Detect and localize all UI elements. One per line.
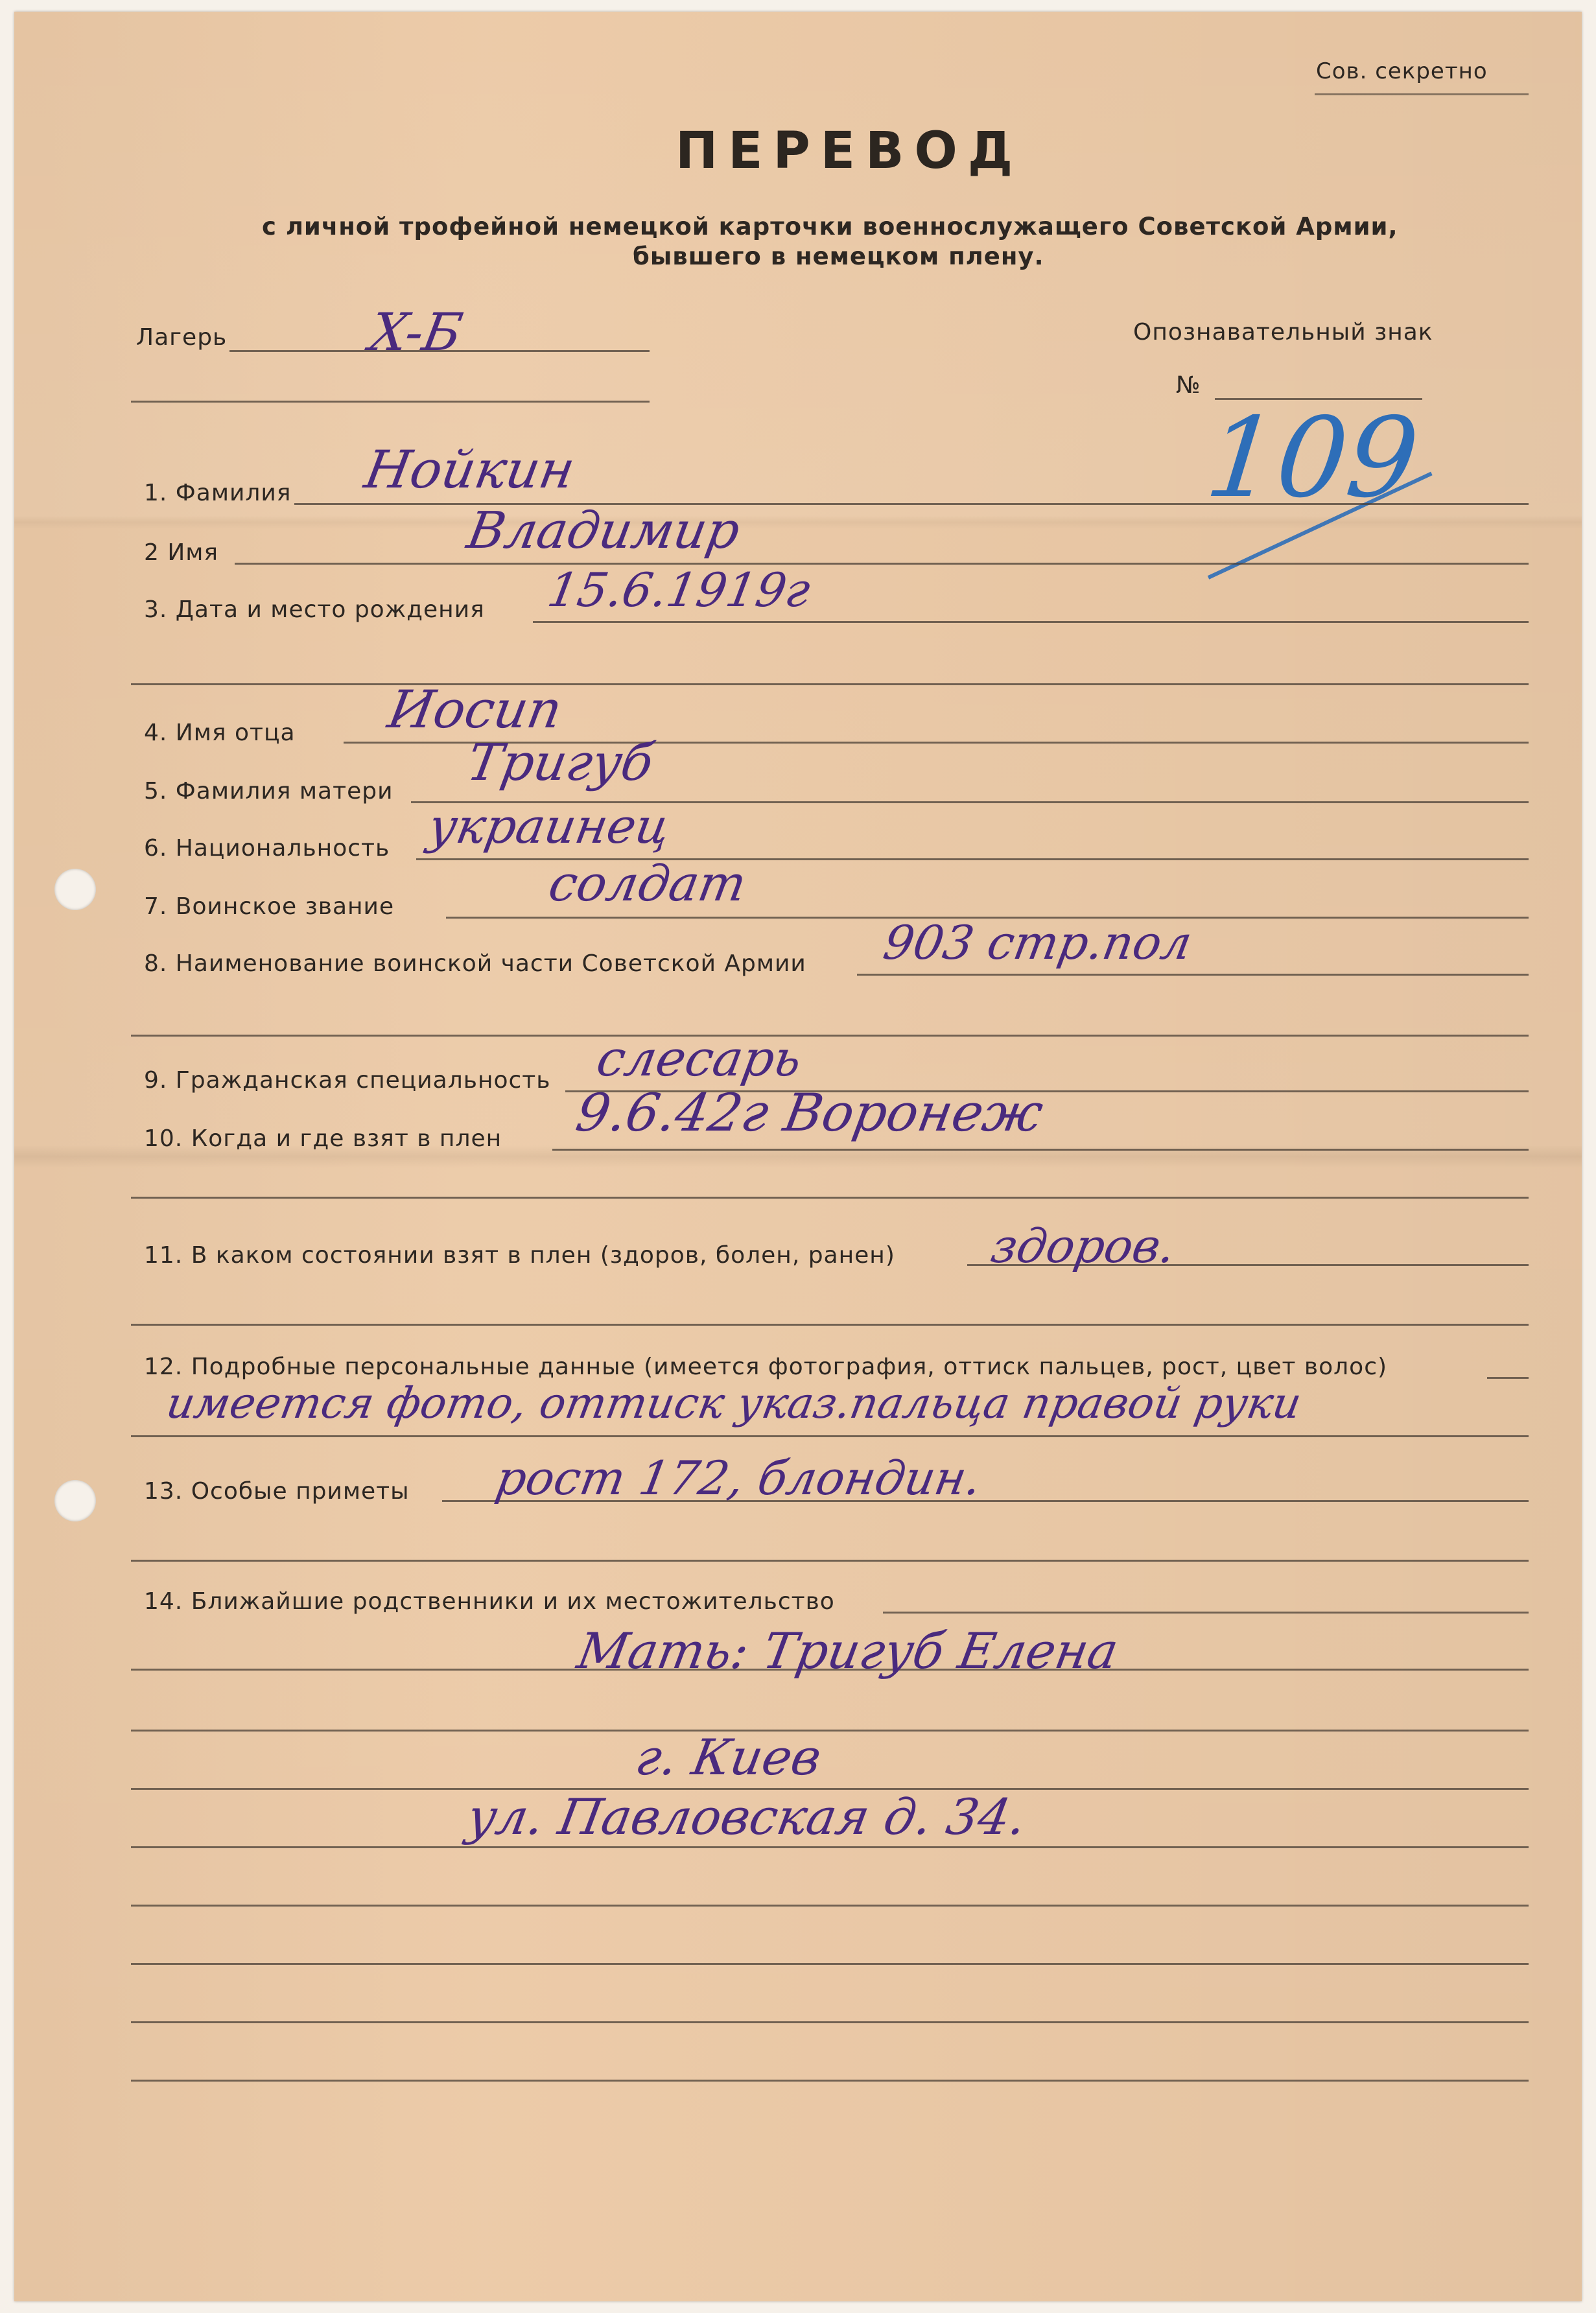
field-11-label: 11. В каком состоянии взят в плен (здоров, болен, ранен)	[144, 1242, 895, 1269]
field-7-label: 7. Воинское звание	[144, 893, 395, 920]
field-2-value: Владимир	[463, 502, 744, 560]
field-12-value: имеется фото, оттиск указ.пальца правой руки	[163, 1378, 1306, 1428]
field-1-value: Нойкин	[360, 440, 580, 500]
field-9-value: слесарь	[593, 1029, 806, 1087]
field-13-line-2	[131, 1560, 1529, 1562]
id-tag-value: 109	[1200, 394, 1424, 522]
field-13-label: 13. Особые приметы	[144, 1478, 410, 1505]
field-12-line-2	[131, 1435, 1529, 1437]
ruled-line-6	[131, 1963, 1529, 1965]
relative-line-3: ул. Павловская д. 34.	[463, 1788, 1031, 1846]
id-tag-number-label: №	[1176, 372, 1201, 399]
ruled-line-5	[131, 1905, 1529, 1907]
camp-label: Лагерь	[136, 324, 228, 351]
field-8-line	[857, 974, 1529, 976]
field-3-line-2	[131, 683, 1529, 685]
field-14-line	[883, 1612, 1529, 1614]
field-8-label: 8. Наименование воинской части Советской Армии	[144, 950, 806, 977]
ruled-line-2	[131, 1730, 1529, 1732]
punch-hole-top	[54, 869, 96, 910]
field-12-line	[1487, 1377, 1529, 1379]
field-10-line-2	[131, 1197, 1529, 1199]
field-5-value: Тригуб	[463, 734, 658, 792]
field-10-value: 9.6.42г Воронеж	[571, 1083, 1048, 1143]
field-5-label: 5. Фамилия матери	[144, 778, 393, 804]
ruled-line-7	[131, 2021, 1529, 2023]
field-3-label: 3. Дата и место рождения	[144, 596, 485, 623]
field-10-line	[552, 1149, 1529, 1151]
field-10-label: 10. Когда и где взят в плен	[144, 1125, 502, 1152]
field-4-label: 4. Имя отца	[144, 720, 296, 746]
relative-line-1: Мать: Тригуб Елена	[573, 1622, 1123, 1680]
field-2-label: 2 Имя	[144, 539, 219, 566]
field-7-value: солдат	[545, 854, 751, 912]
subtitle-line2: бывшего в немецком плену.	[633, 242, 1044, 270]
field-13-value: рост 172, блондин.	[491, 1451, 986, 1505]
field-4-value: Иосип	[383, 679, 567, 740]
document-sheet	[14, 12, 1582, 2301]
field-14-label: 14. Ближайшие родственники и их местожительство	[144, 1588, 835, 1615]
field-11-value: здоров.	[987, 1219, 1180, 1273]
field-12-label: 12. Подробные персональные данные (имеется фотография, оттиск пальцев, рост, цвет волос)	[144, 1354, 1388, 1380]
field-3-line	[533, 621, 1529, 623]
secret-stamp: Сов. секретно	[1316, 58, 1488, 84]
punch-hole-bottom	[54, 1480, 96, 1521]
field-8-line-2	[131, 1035, 1529, 1037]
field-2-line	[235, 563, 1529, 565]
field-3-value: 15.6.1919г	[543, 563, 815, 617]
id-tag-label: Опознавательный знак	[1133, 319, 1433, 346]
field-8-value: 903 стр.пол	[879, 915, 1196, 970]
camp-line-2	[131, 401, 650, 403]
field-9-label: 9. Гражданская специальность	[144, 1067, 551, 1094]
field-11-line-2	[131, 1324, 1529, 1326]
field-6-value: украинец	[424, 799, 675, 854]
subtitle-line1: с личной трофейной немецкой карточки военнослужащего Советской Армии,	[262, 213, 1398, 241]
relative-line-2: г. Киев	[631, 1728, 826, 1786]
document-title: ПЕРЕВОД	[675, 122, 1024, 180]
stamp-underline	[1315, 93, 1529, 95]
field-6-label: 6. Национальность	[144, 835, 390, 862]
field-1-label: 1. Фамилия	[144, 480, 292, 506]
ruled-line-8	[131, 2080, 1529, 2082]
camp-value: X-Б	[365, 302, 467, 362]
ruled-line-4	[131, 1846, 1529, 1848]
